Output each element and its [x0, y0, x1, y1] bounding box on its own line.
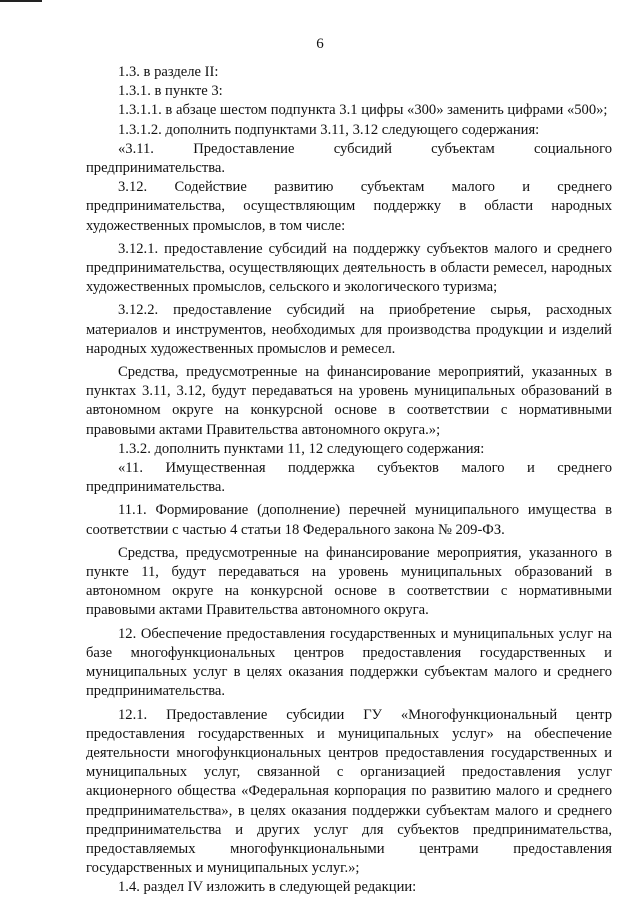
paragraph: «3.11. Предоставление субсидий субъектам социального предпринимательства.	[86, 140, 612, 177]
paragraph: 1.3. в разделе II:	[118, 64, 219, 80]
paragraph: Средства, предусмотренные на финансирование мероприятий, указанных в пунктах 3.11, 3.12, будут передаваться на уровень муниципальных образований в автономном округе на конкурсной основе в соответствии с нормативными правовыми актами Правительства автономного округа.»;	[86, 364, 612, 438]
document-body	[86, 63, 612, 898]
top-edge-rule	[0, 0, 42, 2]
paragraph: 3.12. Содействие развитию субъектам малого и среднего предпринимательства, осуществляющим поддержку в области народных художественных промыслов, в том числе:	[86, 179, 612, 234]
paragraph: 12.1. Предоставление субсидии ГУ «Многофункциональный центр предоставления государственных и муниципальных услуг» на обеспечение деятельности многофункциональных центров предоставления государственных и муниципальных услуг, связанной с организацией предоставления услуг акционерного общества «Федеральная корпорация по развитию малого и среднего предпринимательства», в целях оказания поддержки субъектам малого и среднего предпринимательства и других услуг для субъектов предпринимательства, предоставляемых многофункциональными центрами предоставления государственных и муниципальных услуг.»;	[86, 706, 612, 877]
paragraph: 1.3.1. в пункте 3:	[118, 83, 223, 100]
paragraph: «11. Имущественная поддержка субъектов малого и среднего предпринимательства.	[86, 460, 612, 496]
paragraph: 1.3.1.2. дополнить подпунктами 3.11, 3.12 следующего содержания:	[118, 121, 540, 138]
paragraph: 12. Обеспечение предоставления государственных и муниципальных услуг на базе многофункциональных центров предоставления государственных и муниципальных услуг в целях оказания поддержки субъектам малого и среднего предпринимательства.	[86, 625, 612, 700]
paragraph: 1.3.1.1. в абзаце шестом подпункта 3.1 цифры «300» заменить цифрами «500»;	[118, 102, 608, 119]
paragraph: Средства, предусмотренные на финансирование мероприятия, указанного в пункте 11, будут передаваться на уровень муниципальных образований в автономном округе на конкурсной основе в соответствии с нормативными правовыми актами Правительства автономного округа.	[86, 544, 612, 619]
paragraph: 3.12.2. предоставление субсидий на приобретение сырья, расходных материалов и инструментов, необходимых для производства продукции и изделий народных художественных промыслов и ремесел.	[86, 302, 612, 357]
paragraph: 1.3.2. дополнить пунктами 11, 12 следующего содержания:	[118, 440, 485, 457]
paragraph: 11.1. Формирование (дополнение) перечней муниципального имущества в соответствии с частью 4 статьи 18 Федерального закона № 209-ФЗ.	[86, 502, 612, 538]
page-number: 6	[316, 36, 324, 52]
paragraph: 3.12.1. предоставление субсидий на поддержку субъектов малого и среднего предпринимательства, осуществляющих деятельность в области ремесел, народных художественных промыслов, сельского и экологического туризма;	[86, 240, 612, 296]
paragraph: 1.4. раздел IV изложить в следующей редакции:	[118, 879, 417, 896]
